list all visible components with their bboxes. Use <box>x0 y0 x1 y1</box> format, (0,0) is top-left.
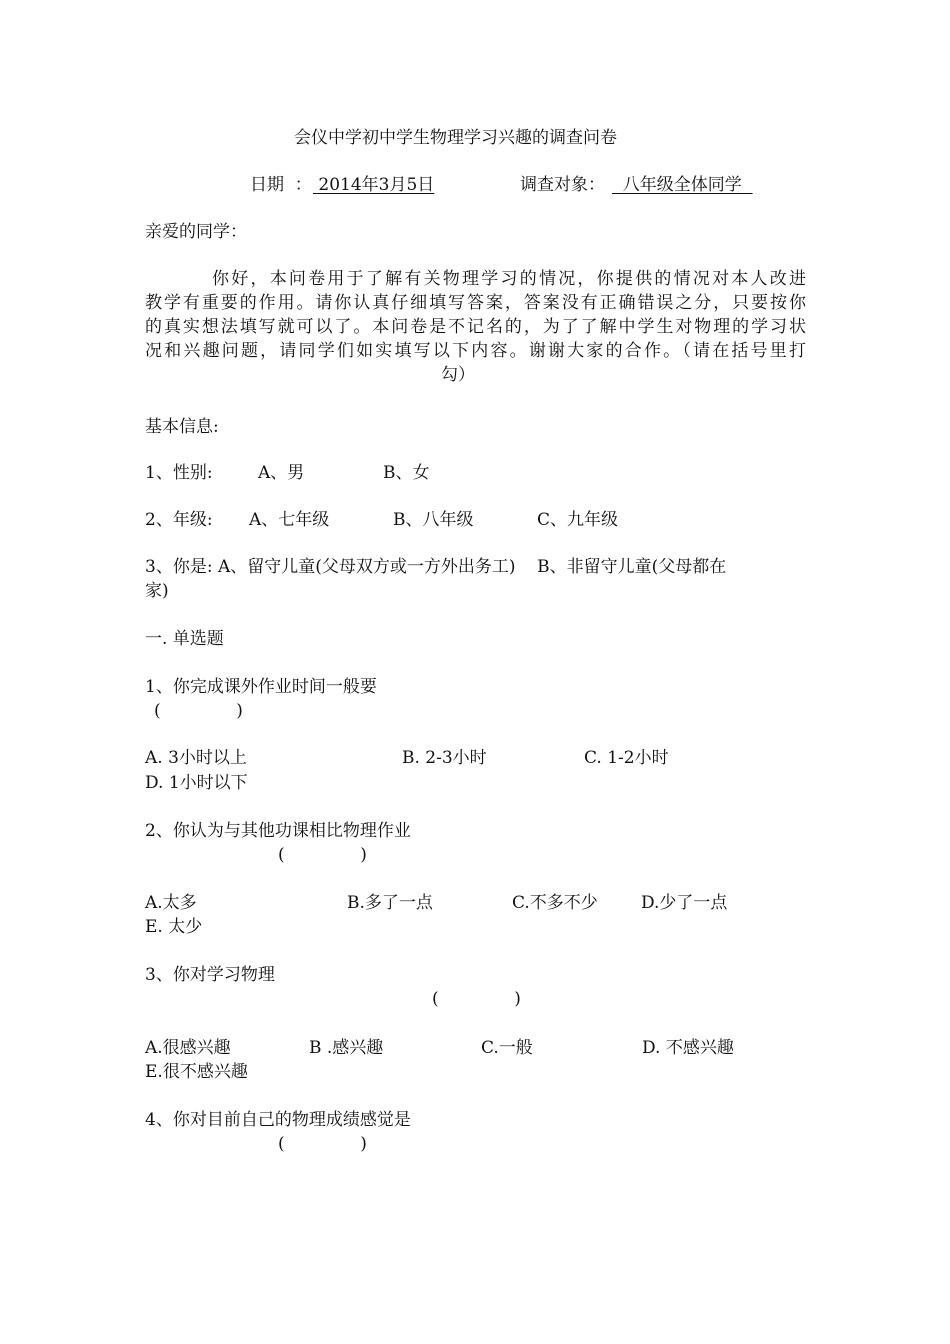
target-value: 八年级全体同学 <box>612 175 753 195</box>
question-1-option-d: D. 1小时以下 <box>145 773 248 793</box>
basic-info-heading: 基本信息: <box>145 417 219 437</box>
question-3-option-c: C.一般 <box>481 1038 533 1058</box>
gender-option-b: B、女 <box>383 463 430 483</box>
status-line-1: 3、你是: A、留守儿童(父母双方或一方外出务工) B、非留守儿童(父母都在 <box>145 557 727 577</box>
question-1-answer-blank: ( ) <box>154 701 243 721</box>
question-1-option-a: A. 3小时以上 <box>145 748 247 768</box>
target-label: 调查对象： <box>520 175 605 195</box>
question-2-option-d: D.少了一点 <box>641 893 728 913</box>
intro-line-4: 况和兴趣问题，请同学们如实填写以下内容。谢谢大家的合作。（请在括号里打 <box>145 341 806 361</box>
question-3-option-b: B .感兴趣 <box>309 1038 384 1058</box>
question-2-option-a: A.太多 <box>145 893 197 913</box>
question-2-answer-blank: ( ) <box>278 845 367 865</box>
page-title: 会仪中学初中学生物理学习兴趣的调查问卷 <box>294 128 617 148</box>
question-3-option-d: D. 不感兴趣 <box>642 1038 734 1058</box>
question-1-option-c: C. 1-2小时 <box>584 748 669 768</box>
section-heading-single-choice: 一. 单选题 <box>145 629 224 649</box>
question-1-option-b: B. 2-3小时 <box>402 748 487 768</box>
grade-option-a: A、七年级 <box>249 510 330 530</box>
intro-line-2: 教学有重要的作用。请你认真仔细填写答案，答案没有正确错误之分，只要按你 <box>145 293 806 313</box>
question-2-text: 2、你认为与其他功课相比物理作业 <box>145 821 411 841</box>
date-value: 2014年3月5日 <box>313 175 435 195</box>
question-2-option-b: B.多了一点 <box>347 893 433 913</box>
question-3-option-e: E.很不感兴趣 <box>145 1062 248 1082</box>
question-3-answer-blank: ( ) <box>432 989 521 1009</box>
question-4-text: 4、你对目前自己的物理成绩感觉是 <box>145 1110 411 1130</box>
intro-line-5: 勾） <box>441 365 475 385</box>
gender-option-a: A、男 <box>258 463 305 483</box>
question-3-text: 3、你对学习物理 <box>145 965 275 985</box>
intro-line-1: 你好，本问卷用于了解有关物理学习的情况，你提供的情况对本人改进 <box>212 269 806 289</box>
question-2-option-c: C.不多不少 <box>512 893 598 913</box>
question-1-text: 1、你完成课外作业时间一般要 <box>145 677 377 697</box>
grade-option-c: C、九年级 <box>537 510 619 530</box>
question-3-option-a: A.很感兴趣 <box>145 1038 231 1058</box>
date-label: 日期 ： <box>250 175 312 195</box>
intro-line-3: 的真实想法填写就可以了。本问卷是不记名的，为了了解中学生对物理的学习状 <box>145 317 806 337</box>
gender-label: 1、性别: <box>145 463 213 483</box>
question-2-option-e: E. 太少 <box>145 917 203 937</box>
grade-option-b: B、八年级 <box>393 510 474 530</box>
grade-label: 2、年级: <box>145 510 213 530</box>
greeting: 亲爱的同学： <box>145 222 247 242</box>
status-line-2: 家) <box>145 581 169 601</box>
question-4-answer-blank: ( ) <box>278 1134 367 1154</box>
